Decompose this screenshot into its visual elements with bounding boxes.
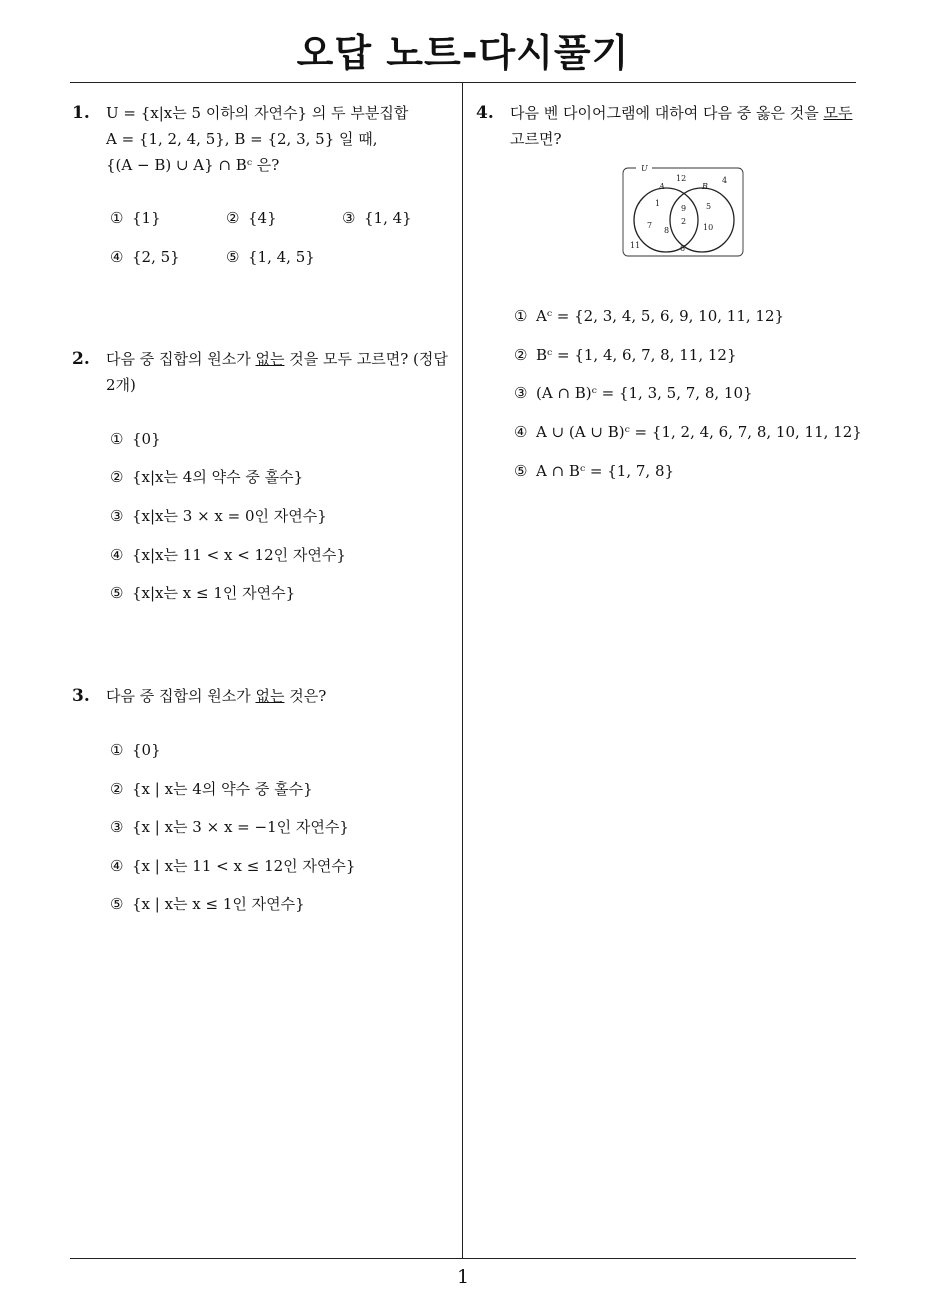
option-mark: ② xyxy=(226,209,240,227)
option-3[interactable] xyxy=(342,205,412,231)
option-mark: ④ xyxy=(110,546,124,564)
option-text: {1, 4} xyxy=(364,209,412,227)
venn-value: 8 xyxy=(664,226,670,235)
set-b-circle xyxy=(670,188,734,252)
top-rule xyxy=(70,82,856,83)
label-a: A xyxy=(659,182,665,191)
option-text: {x | x는 11 < x ≤ 12인 자연수} xyxy=(132,857,356,875)
option-mark: ③ xyxy=(514,384,528,402)
option-mark: ② xyxy=(514,346,528,364)
page-number: 1 xyxy=(456,1266,470,1288)
option-3[interactable] xyxy=(514,380,753,406)
option-4[interactable] xyxy=(110,244,180,270)
question-line: {(A − B) ∪ A} ∩ Bᶜ 은? xyxy=(106,156,280,174)
option-text: {x|x는 4의 약수 중 홀수} xyxy=(132,468,304,486)
option-text: {2, 5} xyxy=(132,248,180,266)
option-text: {x|x는 x ≤ 1인 자연수} xyxy=(132,584,296,602)
option-2[interactable] xyxy=(110,464,303,490)
option-5[interactable] xyxy=(110,580,295,606)
option-mark: ③ xyxy=(110,818,124,836)
option-mark: ② xyxy=(110,780,124,798)
option-mark: ① xyxy=(514,307,528,325)
venn-value: 5 xyxy=(706,202,712,211)
question-number: 4. xyxy=(476,103,494,123)
text-segment: 다음 벤 다이어그램에 대하여 다음 중 옳은 것을 xyxy=(510,104,824,122)
venn-value: 6 xyxy=(680,244,686,253)
venn-value: 4 xyxy=(722,176,728,185)
option-text: A ∪ (A ∪ B)ᶜ = {1, 2, 4, 6, 7, 8, 10, 11, 12} xyxy=(536,423,862,441)
option-mark: ④ xyxy=(110,857,124,875)
option-mark: ② xyxy=(110,468,124,486)
option-text: {4} xyxy=(248,209,277,227)
option-mark: ⑤ xyxy=(226,248,240,266)
venn-value: 12 xyxy=(676,174,687,183)
option-mark: ③ xyxy=(110,507,124,525)
text-segment: 것은? xyxy=(284,687,327,705)
option-3[interactable] xyxy=(110,814,349,840)
venn-value: 1 xyxy=(655,199,661,208)
question-line: U = {x|x는 5 이하의 자연수} 의 두 부분집합 xyxy=(106,104,409,122)
underlined-word: 없는 xyxy=(255,687,285,705)
option-1[interactable] xyxy=(110,205,161,231)
option-mark: ① xyxy=(110,209,124,227)
question-text xyxy=(510,100,870,152)
option-text: {x|x는 3 × x = 0인 자연수} xyxy=(132,507,327,525)
option-4[interactable] xyxy=(110,853,355,879)
option-3[interactable] xyxy=(110,503,327,529)
option-mark: ④ xyxy=(110,248,124,266)
venn-value: 10 xyxy=(703,223,714,232)
option-text: {1, 4, 5} xyxy=(248,248,315,266)
option-5[interactable] xyxy=(110,891,305,917)
bottom-rule xyxy=(70,1258,856,1259)
question-line: 2개) xyxy=(106,376,136,394)
option-2[interactable] xyxy=(514,342,737,368)
option-mark: ⑤ xyxy=(110,895,124,913)
venn-value: 11 xyxy=(630,241,641,250)
option-text: {x | x는 4의 약수 중 홀수} xyxy=(132,780,313,798)
option-4[interactable] xyxy=(110,542,346,568)
question-number: 3. xyxy=(72,686,90,706)
option-2[interactable] xyxy=(226,205,277,231)
question-number: 2. xyxy=(72,349,90,369)
text-segment: 다음 중 집합의 원소가 xyxy=(106,687,256,705)
option-mark: ① xyxy=(110,430,124,448)
option-text: {0} xyxy=(132,430,161,448)
text-segment: 다음 중 집합의 원소가 xyxy=(106,350,256,368)
question-text xyxy=(106,100,466,178)
venn-value: 7 xyxy=(647,221,653,230)
option-mark: ① xyxy=(110,741,124,759)
venn-value: 9 xyxy=(681,204,687,213)
question-text xyxy=(106,346,496,398)
label-u: U xyxy=(641,164,648,173)
question-line xyxy=(510,100,870,126)
option-mark: ④ xyxy=(514,423,528,441)
question-line: A = {1, 2, 4, 5}, B = {2, 3, 5} 일 때, xyxy=(106,130,378,148)
text-segment: 것을 모두 고르면? (정답 xyxy=(284,350,448,368)
page-title: 오답 노트-다시풀기 xyxy=(296,31,630,75)
column-divider xyxy=(462,83,463,1259)
option-5[interactable] xyxy=(514,458,674,484)
option-1[interactable] xyxy=(110,426,161,452)
label-b: B xyxy=(702,182,708,191)
option-text: {x | x는 x ≤ 1인 자연수} xyxy=(132,895,305,913)
option-text: {x|x는 11 < x < 12인 자연수} xyxy=(132,546,346,564)
option-text: (A ∩ B)ᶜ = {1, 3, 5, 7, 8, 10} xyxy=(536,384,753,402)
option-4[interactable] xyxy=(514,419,862,445)
question-text xyxy=(106,683,466,709)
option-mark: ③ xyxy=(342,209,356,227)
option-1[interactable] xyxy=(514,303,784,329)
option-mark: ⑤ xyxy=(110,584,124,602)
underlined-word: 없는 xyxy=(255,350,285,368)
option-text: {1} xyxy=(132,209,161,227)
option-1[interactable] xyxy=(110,737,161,763)
option-5[interactable] xyxy=(226,244,315,270)
option-text: Bᶜ = {1, 4, 6, 7, 8, 11, 12} xyxy=(536,346,737,364)
venn-value: 2 xyxy=(681,217,687,226)
underlined-word: 모두 xyxy=(823,104,853,122)
option-2[interactable] xyxy=(110,776,313,802)
option-text: Aᶜ = {2, 3, 4, 5, 6, 9, 10, 11, 12} xyxy=(536,307,785,325)
question-line xyxy=(106,346,496,372)
question-number: 1. xyxy=(72,103,90,123)
option-mark: ⑤ xyxy=(514,462,528,480)
question-line: 고르면? xyxy=(510,130,562,148)
option-text: A ∩ Bᶜ = {1, 7, 8} xyxy=(536,462,675,480)
set-a-circle xyxy=(634,188,698,252)
option-text: {0} xyxy=(132,741,161,759)
option-text: {x | x는 3 × x = −1인 자연수} xyxy=(132,818,349,836)
question-line xyxy=(106,683,466,709)
venn-diagram xyxy=(622,164,744,258)
